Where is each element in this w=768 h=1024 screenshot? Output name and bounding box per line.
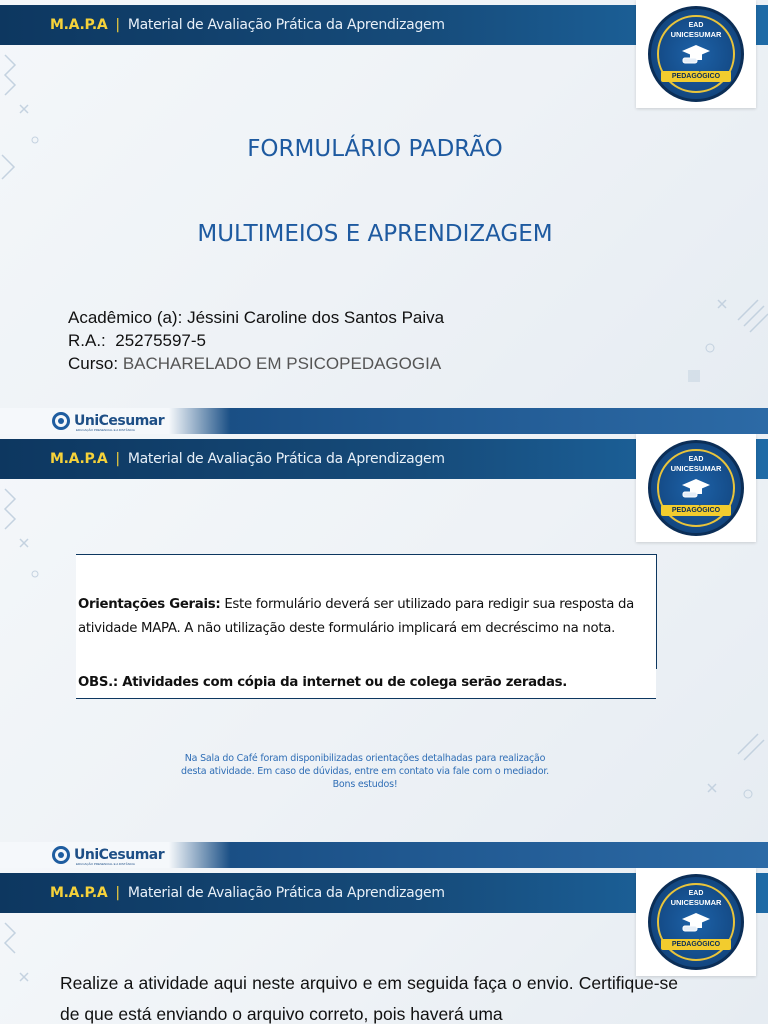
ead-logo-card: [636, 0, 756, 108]
help-note: [150, 752, 580, 791]
header-title: [50, 873, 445, 913]
seal-line2: UNICESUMAR: [670, 464, 722, 473]
ead-logo-card: [636, 434, 756, 542]
graduation-cap-icon: [681, 477, 711, 499]
form-title: FORMULÁRIO PADRÃO: [247, 136, 503, 162]
obs-text: OBS.: Atividades com cópia da internet ou de colega serão zeradas.: [78, 675, 568, 690]
seal-line1: EAD: [688, 456, 704, 463]
decorative-pattern: [0, 479, 50, 619]
header-separator: |: [115, 451, 120, 467]
graduation-cap-icon: [681, 43, 711, 65]
note-line2: desta atividade. Em caso de dúvidas, entre em contato via fale com o mediador.: [181, 766, 549, 777]
footer-bar: [0, 842, 768, 868]
brand-name: UniCesumar: [74, 413, 165, 429]
mapa-label: M.A.P.A: [50, 885, 108, 901]
ead-logo-card: [636, 868, 756, 976]
guidelines-label: Orientações Gerais:: [78, 597, 221, 612]
ead-seal-logo: [648, 874, 744, 970]
decorative-pattern: [648, 724, 768, 834]
student-info: [68, 306, 444, 375]
mapa-label: M.A.P.A: [50, 451, 108, 467]
brand-tagline: EDUCAÇÃO PRESENCIAL E A DISTÂNCIA: [76, 862, 135, 866]
ra-value: 25275597-5: [115, 331, 207, 350]
seal-ribbon: PEDAGÓGICO: [661, 939, 731, 950]
note-line3: Bons estudos!: [332, 779, 398, 790]
unicesumar-mark-icon: [52, 412, 70, 430]
brand-tagline: EDUCAÇÃO PRESENCIAL E A DISTÂNCIA: [76, 428, 135, 432]
header-subtitle: Material de Avaliação Prática da Aprendizagem: [127, 451, 445, 467]
subject-title: MULTIMEIOS E APRENDIZAGEM: [197, 221, 553, 247]
header-separator: |: [115, 17, 120, 33]
seal-line2: UNICESUMAR: [670, 898, 722, 907]
guidelines-box: [76, 554, 657, 669]
decorative-pattern: [648, 290, 768, 400]
course-value: BACHARELADO EM PSICOPEDAGOGIA: [122, 354, 442, 373]
ead-seal-logo: [648, 6, 744, 102]
graduation-cap-icon: [681, 911, 711, 933]
header-title: [50, 439, 445, 479]
student-label: Acadêmico (a):: [68, 308, 183, 327]
ra-label: R.A.:: [68, 331, 106, 350]
header-separator: |: [115, 885, 120, 901]
slide-guidelines: [0, 434, 768, 868]
guidelines-text: [78, 593, 648, 641]
mapa-label: M.A.P.A: [50, 17, 108, 33]
instructions-paragraph: Realize a atividade aqui neste arquivo e em seguida faça o envio. Certifique-se de que está enviando o arquivo correto, pois haverá uma: [60, 973, 678, 1024]
decorative-pattern: [0, 45, 50, 185]
seal-line2: UNICESUMAR: [670, 30, 722, 39]
ead-seal-logo: [648, 440, 744, 536]
course-label: Curso:: [68, 354, 119, 373]
header-title: [50, 5, 445, 45]
note-line1: Na Sala do Café foram disponibilizadas orientações detalhadas para realização: [184, 753, 546, 764]
seal-line1: EAD: [688, 22, 704, 29]
guidelines-body: Este formulário deverá ser utilizado para redigir sua resposta da atividade MAPA. A não utilização deste formulário implicará em decréscimo na nota.: [78, 597, 634, 636]
brand-name: UniCesumar: [74, 847, 165, 863]
obs-box: [76, 669, 656, 699]
seal-ribbon: PEDAGÓGICO: [661, 71, 731, 82]
student-name: Jéssini Caroline dos Santos Paiva: [187, 308, 445, 327]
slide-instructions: [0, 868, 768, 1024]
decorative-pattern: [0, 913, 50, 1024]
footer-bar: [0, 408, 768, 434]
unicesumar-logo: [52, 845, 164, 865]
header-subtitle: Material de Avaliação Prática da Aprendizagem: [127, 885, 445, 901]
seal-line1: EAD: [688, 890, 704, 897]
seal-ribbon: PEDAGÓGICO: [661, 505, 731, 516]
unicesumar-logo: [52, 411, 164, 431]
header-subtitle: Material de Avaliação Prática da Aprendizagem: [127, 17, 445, 33]
slide-cover: [0, 0, 768, 434]
unicesumar-mark-icon: [52, 846, 70, 864]
